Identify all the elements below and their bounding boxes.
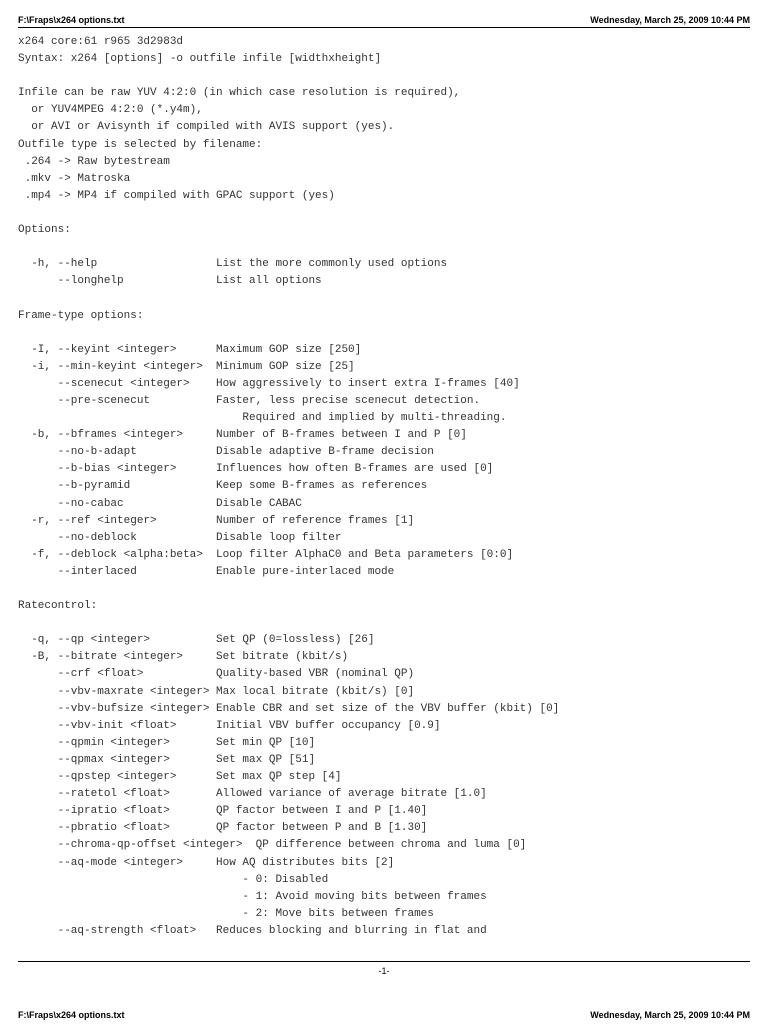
text-line: .mp4 -> MP4 if compiled with GPAC support (yes) (18, 189, 335, 202)
next-page-header (18, 1010, 750, 1022)
text-line: or AVI or Avisynth if compiled with AVIS support (yes). (18, 121, 395, 134)
text-line: -f, --deblock <alpha:beta> Loop filter AlphaC0 and Beta parameters [0:0] (18, 548, 514, 561)
text-line: -q, --qp <integer> Set QP (0=lossless) [26] (18, 634, 375, 647)
text-line: Outfile type is selected by filename: (18, 138, 263, 151)
next-file-path: F:\Fraps\x264 options.txt (18, 1010, 125, 1020)
page-header (18, 13, 750, 28)
text-line: --vbv-maxrate <integer> Max local bitrate (kbit/s) [0] (18, 685, 415, 698)
document-body (18, 34, 758, 940)
print-datetime: Wednesday, March 25, 2009 10:44 PM (590, 15, 750, 25)
text-line: --b-pyramid Keep some B-frames as references (18, 480, 428, 493)
text-line: --pre-scenecut Faster, less precise scenecut detection. (18, 394, 481, 407)
text-line: --ipratio <float> QP factor between I and P [1.40] (18, 805, 428, 818)
file-path: F:\Fraps\x264 options.txt (18, 15, 125, 25)
text-line: -i, --min-keyint <integer> Minimum GOP size [25] (18, 360, 355, 373)
text-line: Infile can be raw YUV 4:2:0 (in which case resolution is required), (18, 87, 461, 100)
text-line: - 0: Disabled (18, 873, 329, 886)
text-line: x264 core:61 r965 3d2983d (18, 36, 184, 48)
text-line: --scenecut <integer> How aggressively to insert extra I-frames [40] (18, 377, 520, 390)
page-number: -1- (378, 966, 390, 976)
text-line: --no-b-adapt Disable adaptive B-frame decision (18, 446, 434, 459)
text-line: .mkv -> Matroska (18, 172, 131, 185)
text-line: Required and implied by multi-threading. (18, 412, 507, 425)
text-line: --no-deblock Disable loop filter (18, 531, 342, 544)
text-line: or YUV4MPEG 4:2:0 (*.y4m), (18, 104, 203, 117)
text-line: --qpmax <integer> Set max QP [51] (18, 753, 316, 766)
text-line: -r, --ref <integer> Number of reference frames [1] (18, 514, 415, 527)
text-line: --no-cabac Disable CABAC (18, 497, 302, 510)
text-line: --interlaced Enable pure-interlaced mode (18, 565, 395, 578)
text-line: -h, --help List the more commonly used options (18, 258, 448, 271)
text-line: --pbratio <float> QP factor between P and B [1.30] (18, 822, 428, 835)
text-line: Ratecontrol: (18, 600, 98, 613)
text-line: --chroma-qp-offset <integer> QP difference between chroma and luma [0] (18, 839, 527, 852)
text-line: Options: (18, 224, 71, 237)
text-line: --crf <float> Quality-based VBR (nominal QP) (18, 668, 415, 681)
text-line: --qpmin <integer> Set min QP [10] (18, 736, 316, 749)
text-line: --aq-mode <integer> How AQ distributes bits [2] (18, 856, 395, 869)
text-line: --b-bias <integer> Influences how often B-frames are used [0] (18, 463, 494, 476)
text-line: - 2: Move bits between frames (18, 907, 434, 920)
text-line: -b, --bframes <integer> Number of B-frames between I and P [0] (18, 429, 467, 442)
text-line: -B, --bitrate <integer> Set bitrate (kbit/s) (18, 651, 349, 664)
text-line: Syntax: x264 [options] -o outfile infile [widthxheight] (18, 53, 382, 66)
text-line: - 1: Avoid moving bits between frames (18, 890, 487, 903)
text-line: --vbv-init <float> Initial VBV buffer occupancy [0.9] (18, 719, 441, 732)
footer-divider (18, 961, 750, 962)
text-line: --vbv-bufsize <integer> Enable CBR and set size of the VBV buffer (kbit) [0] (18, 702, 560, 715)
text-line: -I, --keyint <integer> Maximum GOP size [250] (18, 343, 362, 356)
text-line: --ratetol <float> Allowed variance of average bitrate [1.0] (18, 788, 487, 801)
text-line: --aq-strength <float> Reduces blocking and blurring in flat and (18, 924, 487, 937)
text-line: --qpstep <integer> Set max QP step [4] (18, 771, 342, 784)
next-print-datetime: Wednesday, March 25, 2009 10:44 PM (590, 1010, 750, 1020)
text-line: .264 -> Raw bytestream (18, 155, 170, 168)
text-line: --longhelp List all options (18, 275, 322, 288)
text-line: Frame-type options: (18, 309, 144, 322)
